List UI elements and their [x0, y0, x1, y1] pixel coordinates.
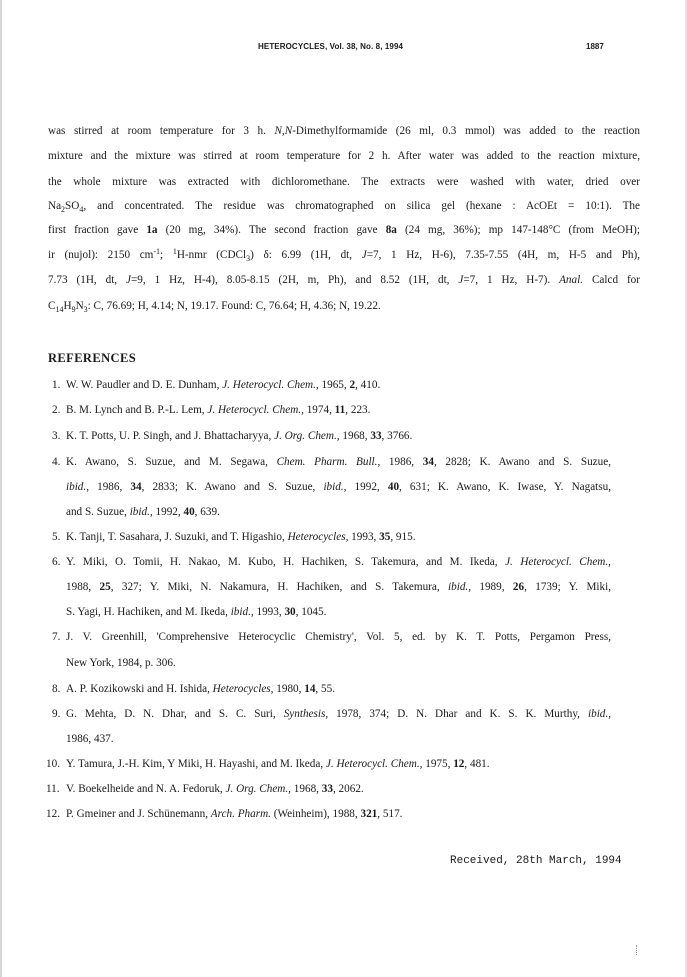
references-heading: REFERENCES: [48, 351, 137, 365]
body-line: 7.73 (1H, dt, J=9, 1 Hz, H-4), 8.05-8.15 (2H, m, Ph), and 8.52 (1H, dt, J=7, 1 Hz, H-7). Anal. Calcd for: [48, 274, 641, 286]
reference-line: P. Gmeiner and J. Schünemann, Arch. Pharm. (Weinheim), 1988, 321, 517.: [66, 808, 403, 820]
reference-line: W. W. Paudler and D. E. Dunham, J. Heterocycl. Chem., 1965, 2, 410.: [66, 379, 381, 391]
reference-number: 4.: [52, 456, 61, 468]
reference-line: B. M. Lynch and B. P.-L. Lem, J. Heterocycl. Chem., 1974, 11, 223.: [66, 404, 371, 416]
reference-number: 8.: [52, 683, 61, 695]
received-date: Received, 28th March, 1994: [450, 855, 622, 867]
reference-number: 7.: [52, 631, 61, 643]
body-line: first fraction gave 1a (20 mg, 34%). The second fraction gave 8a (24 mg, 36%); mp 147-148°C (from MeOH);: [48, 224, 641, 236]
reference-line: J. V. Greenhill, 'Comprehensive Heterocyclic Chemistry', Vol. 5, ed. by K. T. Potts, Pergamon Press,: [66, 631, 611, 643]
page-number: 1887: [586, 42, 604, 51]
reference-line: V. Boekelheide and N. A. Fedoruk, J. Org. Chem., 1968, 33, 2062.: [66, 783, 364, 795]
reference-line: G. Mehta, D. N. Dhar, and S. C. Suri, Synthesis, 1978, 374; D. N. Dhar and K. S. K. Murthy, ibid.,: [66, 708, 611, 720]
reference-number: 11.: [46, 783, 60, 795]
body-line: the whole mixture was extracted with dichloromethane. The extracts were washed with water, dried over: [48, 176, 640, 188]
body-line: $C_{14}H_9N_3$: C, 76.69; H, 4.14; N, 19.17. Found: C, 76.64; H, 4.36; N, 19.22.: [48, 300, 381, 314]
reference-line: A. P. Kozikowski and H. Ishida, Heterocycles, 1980, 14, 55.: [66, 683, 335, 695]
reference-number: 12.: [46, 808, 60, 820]
reference-number: 9.: [52, 708, 61, 720]
reference-number: 3.: [52, 430, 61, 442]
reference-line: K. T. Potts, U. P. Singh, and J. Bhattacharyya, J. Org. Chem., 1968, 33, 3766.: [66, 430, 413, 442]
scan-edge-left: [0, 0, 2, 977]
reference-line: Y. Miki, O. Tomii, H. Nakao, M. Kubo, H. Hachiken, S. Takemura, and M. Ikeda, J. Heterocycl. Chem.,: [66, 556, 611, 568]
reference-line: Y. Tamura, J.-H. Kim, Y Miki, H. Hayashi, and M. Ikeda, J. Heterocycl. Chem., 1975, 12, 481.: [66, 758, 490, 770]
reference-line: ibid., 1986, 34, 2833; K. Awano and S. Suzue, ibid., 1992, 40, 631; K. Awano, K. Iwase, Y. Nagatsu,: [66, 481, 612, 493]
reference-line: S. Yagi, H. Hachiken, and M. Ikeda, ibid., 1993, 30, 1045.: [66, 606, 327, 618]
body-line: was stirred at room temperature for 3 h. N,N-Dimethylformamide (26 ml, 0.3 mmol) was added to the reaction: [48, 125, 640, 137]
reference-line: K. Tanji, T. Sasahara, J. Suzuki, and T. Higashio, Heterocycles, 1993, 35, 915.: [66, 531, 416, 543]
reference-number: 6.: [52, 556, 61, 568]
reference-number: 10.: [46, 758, 60, 770]
reference-number: 5.: [52, 531, 61, 543]
reference-line: New York, 1984, p. 306.: [66, 657, 176, 669]
reference-number: 2.: [52, 404, 61, 416]
running-head: HETEROCYCLES, Vol. 38, No. 8, 1994: [258, 42, 404, 51]
reference-line: 1988, 25, 327; Y. Miki, N. Nakamura, H. Hachiken, and S. Takemura, ibid., 1989, 26, 1739; Y. Miki,: [66, 581, 612, 593]
body-line: ir (nujol): 2150 $cm^{-1}$; $^1$H-nmr (CDCl$_3$) δ: 6.99 (1H, dt, J=7, 1 Hz, H-6), 7.35-7.55 (4H, m, H-5 and Ph),: [48, 247, 640, 263]
reference-line: 1986, 437.: [66, 733, 114, 745]
reference-line: K. Awano, S. Suzue, and M. Segawa, Chem. Pharm. Bull., 1986, 34, 2828; K. Awano and S. Suzue,: [66, 456, 611, 468]
scan-artifact-mark: [636, 945, 640, 955]
body-line: mixture and the mixture was stirred at room temperature for 2 h. After water was added to the reaction mixture,: [48, 150, 640, 162]
reference-number: 1.: [52, 379, 61, 391]
reference-line: and S. Suzue, ibid., 1992, 40, 639.: [66, 506, 220, 518]
body-line: $Na_2SO_4$, and concentrated. The residue was chromatographed on silica gel (hexane : AcOEt = 10:1). The: [48, 200, 640, 214]
